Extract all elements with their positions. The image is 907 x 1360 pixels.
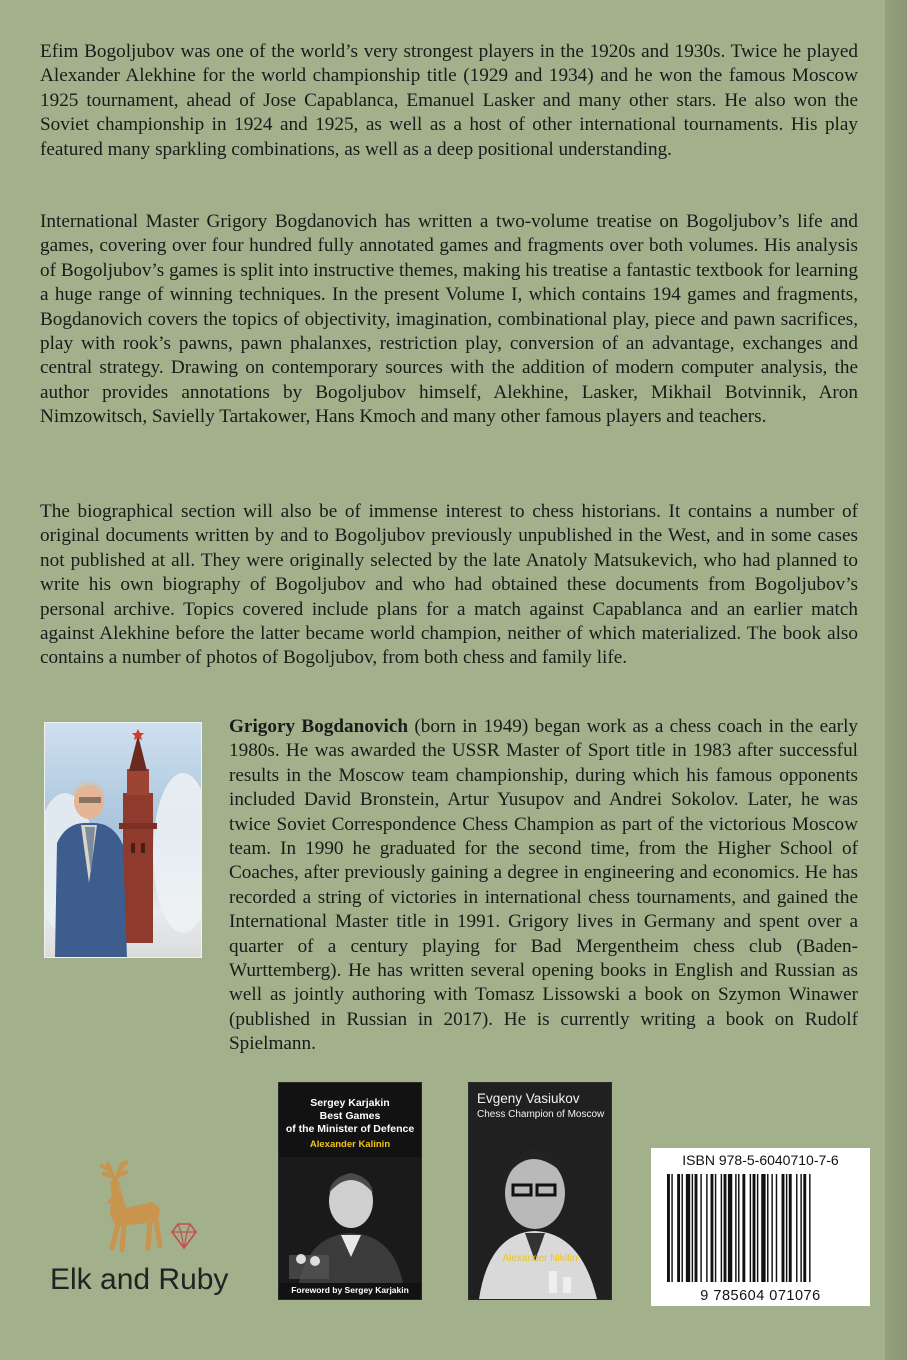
- barcode-bar: [757, 1174, 758, 1282]
- barcode-bar: [686, 1174, 690, 1282]
- barcode-bar: [667, 1174, 670, 1282]
- barcode-box: [651, 1148, 870, 1306]
- barcode-bar: [800, 1174, 801, 1282]
- barcode-bar: [789, 1174, 792, 1282]
- barcode-bar: [776, 1174, 777, 1282]
- book2-title: Evgeny Vasiukov: [477, 1091, 580, 1106]
- barcode-bar: [750, 1174, 751, 1282]
- barcode-bar: [753, 1174, 756, 1282]
- barcode-bar: [706, 1174, 707, 1282]
- author-photo: [44, 722, 202, 958]
- barcode-bar: [796, 1174, 797, 1282]
- author-bio-text: (born in 1949) began work as a chess coach in the early 1980s. He was awarded the USSR Master of Sport title in 1983 after successful results in the Moscow team championship, during which his famous opponents included David Bronstein, Artur Yusupov and Andrei Sokolov. Later, he was twice Soviet Correspondence Chess Champion as part of the victorious Moscow team. In 1990 he graduated for the second time, from the Higher School of Coaches, after previously gaining a degree in engineering and economics. He has recorded a string of victories in international chess tournaments, and gained the International Master title in 1991. Grigory lives in Germany and spent over a quarter of a century playing for Bad Mergentheim chess club (Baden-Wurttemberg). He has written several opening books in English and Russian as well as jointly authoring with Tomasz Lissowski a book on Szymon Winawer (published in Russian in 2017). He is currently writing a book on Rudolf Spielmann.: [229, 716, 858, 1055]
- barcode-bar: [742, 1174, 745, 1282]
- book1-title-line2: Best Games: [319, 1110, 381, 1122]
- barcode-bar: [728, 1174, 732, 1282]
- book1-portrait: [279, 1157, 421, 1283]
- barcode-bar: [700, 1174, 701, 1282]
- book-cover-vasiukov: [468, 1082, 612, 1300]
- barcode-bar: [711, 1174, 714, 1282]
- author-photo-illustration: [45, 723, 201, 957]
- book1-title-line3: of the Minister of Defence: [285, 1123, 415, 1135]
- publisher-name: Elk and Ruby: [50, 1263, 229, 1296]
- barcode-bar: [803, 1174, 806, 1282]
- book1-title: [283, 1097, 417, 1136]
- book1-foreword: Foreword by Sergey Karjakin: [291, 1285, 409, 1295]
- blurb-paragraph-3: The biographical section will also be of immense interest to chess historians. It contains a number of original documents written by and to Bogoljubov previously unpublished in the West, and in some cases not published at all. They were originally selected by the late Anatoly Matsukevich, who had planned to write his own biography of Bogoljubov and who had obtained these documents from Bogoljubov’s personal archive. Topics covered include plans for a match against Capablanca and an earlier match against Alekhine before the latter became world champion, neither of which materialized. The book also contains a number of photos of Bogoljubov, from both chess and family life.: [40, 501, 858, 669]
- barcode-bar: [771, 1174, 772, 1282]
- barcode-bar: [809, 1174, 810, 1282]
- barcode-bar: [671, 1174, 672, 1282]
- publisher-logo: [60, 1152, 220, 1262]
- barcode-bar: [735, 1174, 736, 1282]
- barcode-bar: [721, 1174, 722, 1282]
- barcode-bar: [724, 1174, 727, 1282]
- barcode-graphic: [665, 1174, 856, 1282]
- author-bio: [229, 715, 858, 1057]
- book-cover-karjakin: [278, 1082, 422, 1300]
- barcode-bar: [782, 1174, 785, 1282]
- cover-edge: [885, 0, 907, 1360]
- elk-ruby-logo-icon: [60, 1152, 220, 1262]
- barcode-bar: [767, 1174, 768, 1282]
- barcode-bar: [786, 1174, 787, 1282]
- book1-title-line1: Sergey Karjakin: [310, 1097, 390, 1109]
- ruby-icon: [172, 1224, 196, 1248]
- barcode-bar: [761, 1174, 765, 1282]
- barcode-number: 9 785604 071076: [700, 1288, 821, 1304]
- book1-author: Alexander Kalinin: [309, 1139, 391, 1150]
- barcode-bar: [692, 1174, 693, 1282]
- blurb-paragraph-1: Efim Bogoljubov was one of the world’s very strongest players in the 1920s and 1930s. Twice he played Alexander Alekhine for the world championship title (1929 and 1934) and he won the famous Moscow 1925 tournament, ahead of Jose Capablanca, Emanuel Lasker and many other stars. He also won the Soviet championship in 1924 and 1925, as well as a host of other international tournaments. His play featured many sparkling combinations, as well as a deep positional understanding.: [40, 41, 858, 160]
- blurb-paragraph-2: International Master Grigory Bogdanovich has written a two-volume treatise on Bogoljubov’s life and games, covering over four hundred fully annotated games and fragments over both volumes. His analysis of Bogoljubov’s games is split into instructive themes, making his treatise a fantastic textbook for learning a huge range of winning techniques. In the present Volume I, which contains 194 games and fragments, Bogdanovich covers the topics of objectivity, imagination, combinational play, piece and pawn sacrifices, play with rook’s pawns, pawn phalanxes, restriction play, conversion of an advantage, exchanges and central strategy. Drawing on contemporary sources with the addition of modern computer analysis, the author provides annotations by Bogoljubov himself, Alekhine, Lasker, Mikhail Botvinnik, Aron Nimzowitsch, Savielly Tartakower, Hans Kmoch and many other famous players and teachers.: [40, 211, 858, 428]
- author-name: Grigory Bogdanovich: [229, 716, 409, 737]
- barcode-bar: [738, 1174, 739, 1282]
- book2-subtitle: Chess Champion of Moscow: [477, 1109, 605, 1120]
- barcode-bar: [682, 1174, 683, 1282]
- barcode-bar: [695, 1174, 698, 1282]
- barcode-bar: [715, 1174, 716, 1282]
- barcode-bar: [677, 1174, 680, 1282]
- isbn-label: ISBN 978-5-6040710-7-6: [682, 1152, 839, 1168]
- book2-author: Alexander Nikitin: [502, 1253, 578, 1264]
